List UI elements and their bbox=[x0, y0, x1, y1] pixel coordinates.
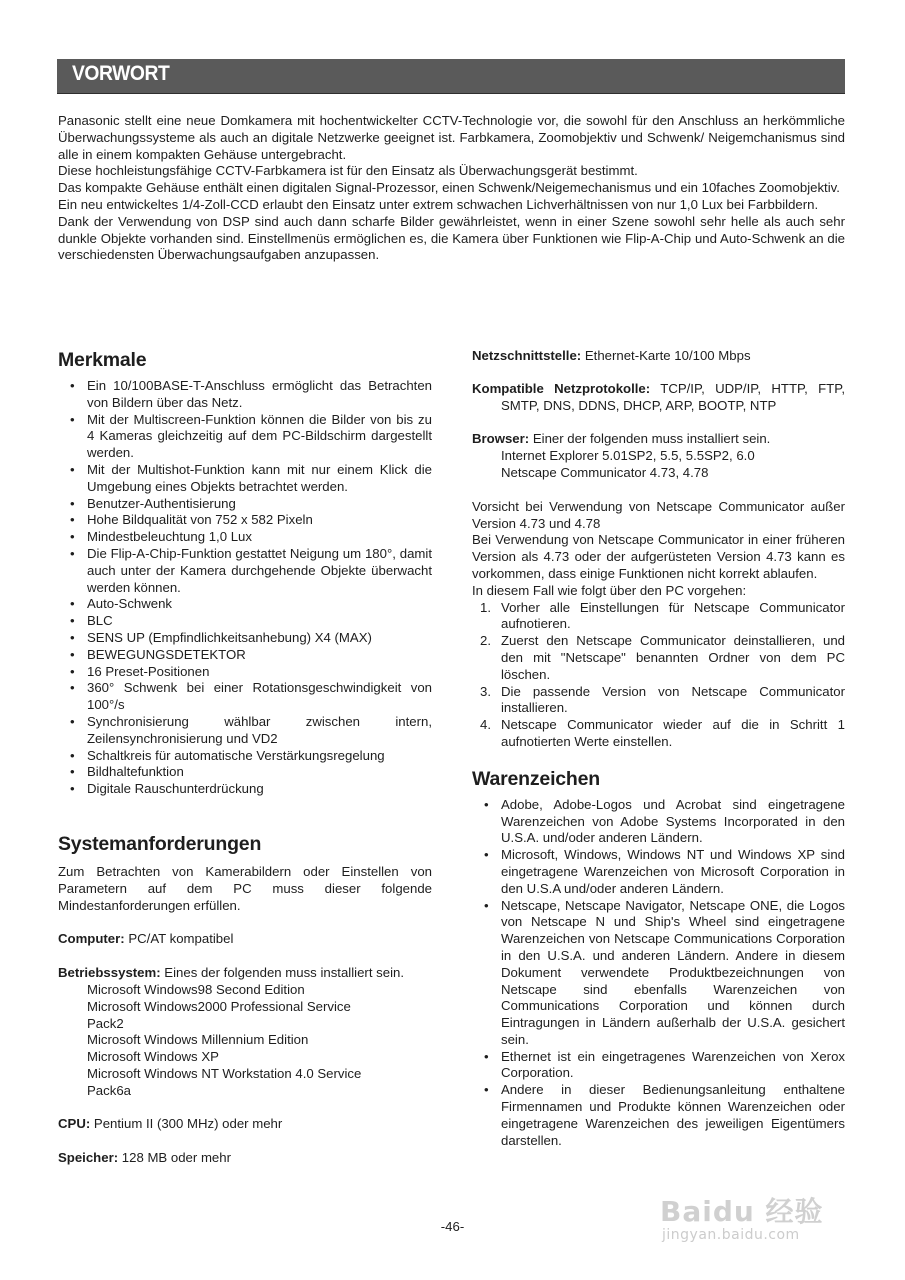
caution-text: Vorsicht bei Verwendung von Netscape Communicator außer Version 4.73 und 4.78 bbox=[472, 498, 845, 531]
feature-item: • 16 Preset-Positionen bbox=[58, 664, 432, 681]
baidu-logo-icon: Baidu 经验 bbox=[660, 1195, 824, 1228]
spec-value: PC/AT kompatibel bbox=[128, 931, 234, 947]
spec-memory bbox=[58, 1150, 432, 1167]
feature-item: • Die Flip-A-Chip-Funktion gestattet Neigung um 180°, damit auch unter der Kamera durchgehende Objekte überwacht werden können. bbox=[58, 546, 432, 596]
step-text: Vorher alle Einstellungen für Netscape Communicator aufnotieren. bbox=[501, 599, 845, 632]
step-item bbox=[472, 600, 845, 634]
feature-item: • BEWEGUNGSDETEKTOR bbox=[58, 647, 432, 664]
feature-item: • Synchronisierung wählbar zwischen intern, Zeilensynchronisierung und VD2 bbox=[58, 714, 432, 748]
step-text: Die passende Version von Netscape Communicator installieren. bbox=[501, 683, 845, 716]
left-column bbox=[58, 348, 432, 1167]
spec-cpu bbox=[58, 1116, 432, 1133]
feature-item: • Ein 10/100BASE-T-Anschluss ermöglicht das Betrachten von Bildern über das Netz. bbox=[58, 378, 432, 412]
trademark-item: • Andere in dieser Bedienungsanleitung enthaltene Firmennamen und Produkte können Warenzeichen oder eingetragene Warenzeichen des jeweiligen Eigentümers darstellen. bbox=[472, 1082, 845, 1149]
trademarks-heading: Warenzeichen bbox=[472, 767, 600, 790]
feature-item: • Bildhaltefunktion bbox=[58, 764, 432, 781]
spec-label: Computer: bbox=[58, 931, 125, 947]
trademark-item: • Microsoft, Windows, Windows NT und Windows XP sind eingetragene Warenzeichen von Microsoft Corporation in den U.S.A und/oder anderen Ländern. bbox=[472, 847, 845, 897]
spec-value: Pentium II (300 MHz) oder mehr bbox=[93, 1116, 283, 1132]
caution-text: Bei Verwendung von Netscape Communicator in einer früheren Version als 4.73 oder der aufgerüsteten Version 4.73 kann es vorkommen, dass einige Funktionen nicht korrekt ablaufen. bbox=[472, 532, 845, 581]
trademark-list bbox=[472, 797, 845, 1150]
feature-list bbox=[58, 378, 432, 798]
merkmale-heading: Merkmale bbox=[58, 349, 147, 371]
spec-label: Speicher: bbox=[58, 1150, 119, 1166]
spec-os bbox=[58, 965, 432, 1099]
step-number: 4. bbox=[480, 717, 491, 733]
feature-item: • SENS UP (Empfindlichkeitsanhebung) X4 (MAX) bbox=[58, 630, 432, 647]
spec-label: Kompatible Netzprotokolle: bbox=[472, 380, 651, 396]
spec-label: Browser: bbox=[472, 431, 530, 447]
watermark bbox=[660, 1190, 860, 1250]
watermark-url: jingyan.baidu.com bbox=[662, 1227, 800, 1243]
os-item: Microsoft Windows2000 Professional Service Pack2 bbox=[87, 998, 351, 1031]
step-item bbox=[472, 684, 845, 718]
trademark-item: • Ethernet ist ein eingetragenes Warenzeichen von Xerox Corporation. bbox=[472, 1049, 845, 1083]
browser-item: Internet Explorer 5.01SP2, 5.5, 5.5SP2, 6.0 bbox=[501, 448, 755, 464]
intro-paragraph: Diese hochleistungsfähige CCTV-Farbkamera ist für den Einsatz als Überwachungsgerät bestimmt. bbox=[58, 163, 638, 179]
caution-text: In diesem Fall wie folgt über den PC vorgehen: bbox=[472, 582, 747, 598]
os-list bbox=[58, 982, 432, 1100]
step-item bbox=[472, 633, 845, 683]
intro-text bbox=[58, 113, 845, 264]
intro-paragraph: Ein neu entwickeltes 1/4-Zoll-CCD erlaubt den Einsatz unter extrem schwachen Lichverhältnissen von nur 1,0 Lux bei Farbbildern. bbox=[58, 196, 819, 212]
spec-computer bbox=[58, 931, 432, 948]
spec-label: CPU: bbox=[58, 1116, 91, 1132]
os-item: Microsoft Windows98 Second Edition bbox=[87, 981, 305, 997]
feature-item: • Hohe Bildqualität von 752 x 582 Pixeln bbox=[58, 512, 432, 529]
feature-item: • Mit der Multishot-Funktion kann mit nur einem Klick die Umgebung eines Objekts betrachtet werden. bbox=[58, 462, 432, 496]
trademark-item: • Adobe, Adobe-Logos und Acrobat sind eingetragene Warenzeichen von Adobe Systems Incorporated in den U.S.A. und/oder anderen Ländern. bbox=[472, 797, 845, 847]
os-item: Microsoft Windows XP bbox=[87, 1049, 219, 1065]
browser-item: Netscape Communicator 4.73, 4.78 bbox=[501, 464, 709, 480]
system-intro: Zum Betrachten von Kamerabildern oder Einstellen von Parametern auf dem PC muss dieser folgende Mindestanforderungen erfüllen. bbox=[58, 863, 432, 913]
spec-value: Eines der folgenden muss installiert sein. bbox=[164, 965, 404, 981]
steps-list bbox=[472, 600, 845, 751]
spec-label: Betriebssystem: bbox=[58, 965, 161, 981]
spec-browser bbox=[472, 431, 845, 481]
spec-value: Ethernet-Karte 10/100 Mbps bbox=[584, 348, 751, 363]
intro-paragraph: Panasonic stellt eine neue Domkamera mit hochentwickelter CCTV-Technologie vor, die sowohl für den Anschluss an herkömmliche Überwachungssysteme als auch an digitale Netzwerke geeignet ist. Farbkamera, Zoomobjektiv und Schwenk/ Neigemchanismus sind alle in einem kompakten Gehäuse untergebracht. bbox=[58, 113, 845, 162]
spec-label: Netzschnittstelle: bbox=[472, 348, 582, 363]
step-number: 1. bbox=[480, 599, 491, 615]
feature-item: • Mit der Multiscreen-Funktion können die Bilder von bis zu 4 Kameras gleichzeitig auf dem PC-Bildschirm dargestellt werden. bbox=[58, 412, 432, 462]
feature-item: • BLC bbox=[58, 613, 432, 630]
right-column bbox=[472, 348, 845, 1149]
page-number: -46- bbox=[440, 1219, 465, 1234]
step-text: Zuerst den Netscape Communicator deinstallieren, und den mit "Netscape" benannten Ordner von dem PC löschen. bbox=[501, 633, 845, 682]
feature-item: • Auto-Schwenk bbox=[58, 596, 432, 613]
step-item bbox=[472, 717, 845, 751]
feature-item: • 360° Schwenk bei einer Rotationsgeschwindigkeit von 100°/s bbox=[58, 680, 432, 714]
feature-item: • Digitale Rauschunterdrückung bbox=[58, 781, 432, 798]
intro-paragraph: Dank der Verwendung von DSP sind auch dann scharfe Bilder gewährleistet, wenn in einer Szene sowohl sehr helle als auch sehr dunkle Objekte vorhanden sind. Einstellmenüs ermöglichen es, die Kamera über Funktionen wie Flip-A-Chip und Auto-Schwenk an die verschiedensten Überwachungsaufgaben anzupassen. bbox=[58, 213, 845, 263]
system-heading: Systemanforderungen bbox=[58, 832, 262, 855]
step-number: 3. bbox=[480, 683, 491, 699]
spec-protocols bbox=[472, 381, 845, 415]
caution-block bbox=[472, 499, 845, 600]
spec-value: TCP/IP, UDP/IP, HTTP, FTP, SMTP, DNS, DDNS, DHCP, ARP, BOOTP, NTP bbox=[501, 380, 845, 413]
section-title: VORWORT bbox=[72, 62, 170, 85]
intro-paragraph: Das kompakte Gehäuse enthält einen digitalen Signal-Prozessor, einen Schwenk/Neigemechanismus und ein 10faches Zoomobjektiv. bbox=[58, 180, 840, 196]
section-header-bar bbox=[57, 59, 845, 94]
feature-item: • Benutzer-Authentisierung bbox=[58, 496, 432, 513]
feature-item: • Mindestbeleuchtung 1,0 Lux bbox=[58, 529, 432, 546]
step-number: 2. bbox=[480, 633, 491, 649]
trademark-item: • Netscape, Netscape Navigator, Netscape ONE, die Logos von Netscape N und Ship's Wheel sind eingetragene Warenzeichen von Netscape Communications Corporation in den U.S.A. und anderen Ländern. Andere in diesem Dokument verwendete Produktbezeichnungen von Netscape sind ebenfalls Warenzeichen von Communications Corporation und können durch Eintragungen in Ländern außerhalb der U.S.A. gesichert sein. bbox=[472, 898, 845, 1049]
spec-value: 128 MB oder mehr bbox=[121, 1150, 231, 1166]
spec-value: Einer der folgenden muss installiert sein. bbox=[532, 431, 771, 447]
os-item: Microsoft Windows NT Workstation 4.0 Service Pack6a bbox=[87, 1065, 362, 1098]
step-text: Netscape Communicator wieder auf die in Schritt 1 aufnotierten Werte einstellen. bbox=[501, 717, 845, 749]
feature-item: • Schaltkreis für automatische Verstärkungsregelung bbox=[58, 748, 432, 765]
spec-network bbox=[472, 348, 845, 365]
os-item: Microsoft Windows Millennium Edition bbox=[87, 1032, 309, 1048]
browser-list bbox=[472, 448, 845, 482]
